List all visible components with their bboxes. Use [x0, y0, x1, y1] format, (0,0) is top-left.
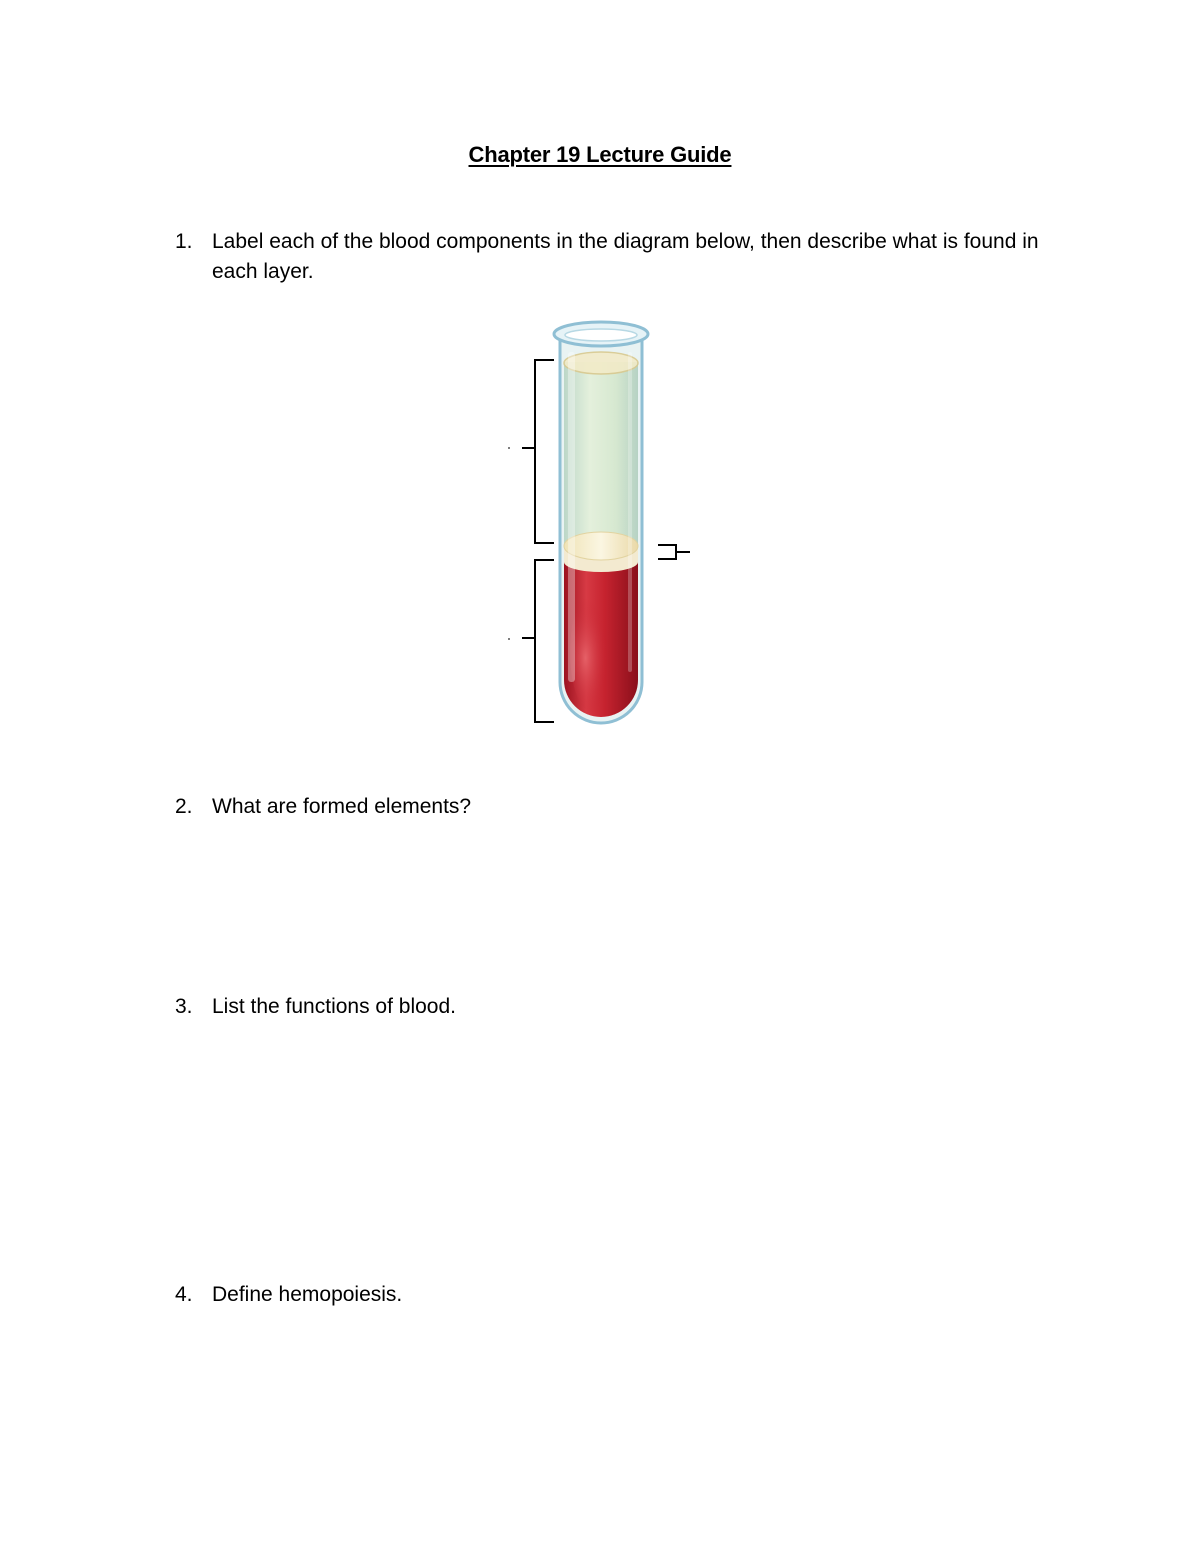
buffy-coat-bracket: [658, 545, 690, 559]
label-marker-dot: [508, 447, 510, 449]
question-2: [175, 792, 1055, 822]
question-number: 2.: [175, 795, 193, 818]
question-text: Define hemopoiesis.: [212, 1283, 403, 1306]
question-4: [175, 1280, 1055, 1310]
question-3: [175, 992, 1055, 1022]
question-text: Label each of the blood components in the diagram below, then describe what is found in each layer.: [212, 230, 1039, 283]
question-number: 3.: [175, 995, 193, 1018]
question-text: List the functions of blood.: [212, 995, 456, 1018]
question-number: 1.: [175, 230, 193, 253]
test-tube-blood-layers-icon: [500, 312, 700, 732]
red-cells-bracket: [522, 560, 554, 722]
page-title: Chapter 19 Lecture Guide: [468, 142, 732, 167]
question-1: [175, 227, 1055, 287]
plasma-bracket: [522, 360, 554, 543]
label-marker-dot: [508, 638, 510, 640]
question-number: 4.: [175, 1283, 193, 1306]
plasma-layer: [564, 362, 638, 544]
question-text: What are formed elements?: [212, 795, 472, 818]
blood-tube-diagram: [500, 312, 700, 732]
